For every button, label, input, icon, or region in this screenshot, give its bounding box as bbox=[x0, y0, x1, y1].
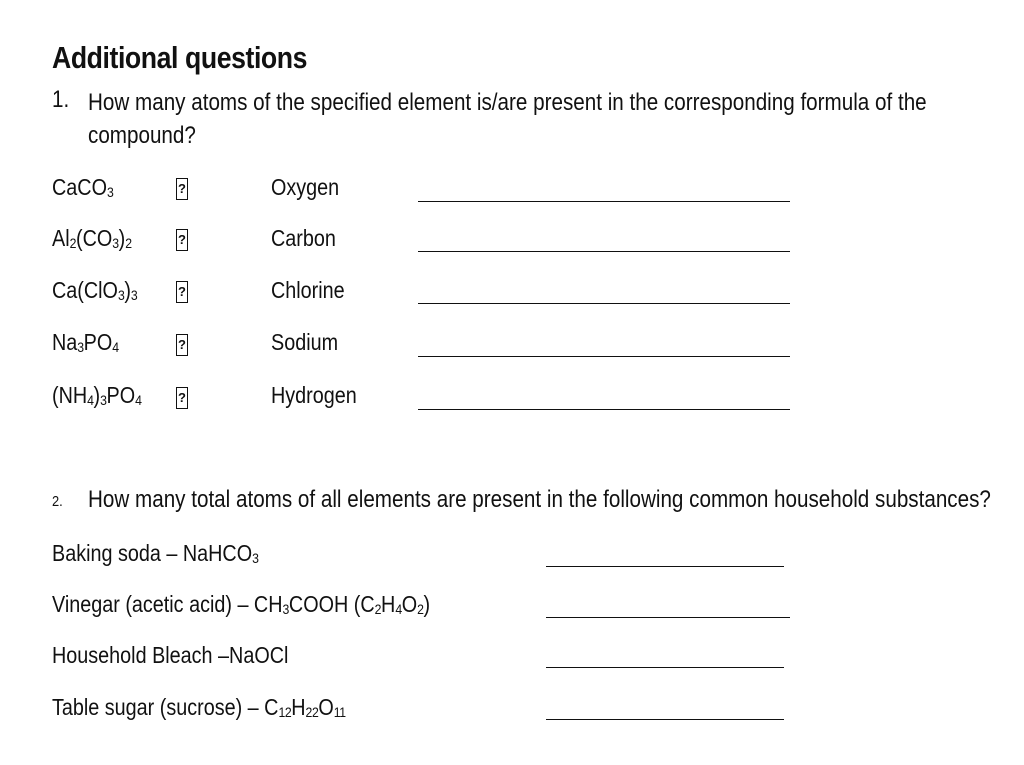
formula-al2co32: $Al_2(CO_3)_2$ bbox=[52, 225, 132, 252]
substance-table-sugar: Table sugar (sucrose) – $C_{12}H_{22}O_{11}$ bbox=[52, 694, 346, 721]
element-label: Carbon bbox=[271, 225, 336, 251]
element-label: Chlorine bbox=[271, 277, 345, 303]
question-1-number: 1. bbox=[52, 86, 70, 113]
question-2-number: 2. bbox=[52, 493, 63, 510]
page-title: Additional questions bbox=[52, 40, 308, 75]
arrow-icon: ? bbox=[176, 385, 188, 409]
formula-na3po4: $Na_3PO_4$ bbox=[52, 329, 119, 356]
arrow-icon: ? bbox=[176, 227, 188, 251]
answer-blank[interactable] bbox=[546, 566, 784, 567]
question-1-text: How many atoms of the specified element is/are present in the corresponding formula of the compound? bbox=[88, 89, 927, 149]
arrow-icon: ? bbox=[176, 176, 188, 200]
answer-blank[interactable] bbox=[418, 201, 790, 202]
element-label: Hydrogen bbox=[271, 382, 357, 408]
answer-blank[interactable] bbox=[418, 356, 790, 357]
element-label: Oxygen bbox=[271, 174, 340, 200]
answer-blank[interactable] bbox=[418, 303, 790, 304]
arrow-icon: ? bbox=[176, 279, 188, 303]
formula-caclo33: $Ca(ClO_3)_3$ bbox=[52, 277, 138, 304]
question-2-text: How many total atoms of all elements are present in the following common household substances? bbox=[88, 486, 991, 513]
answer-blank[interactable] bbox=[546, 719, 784, 720]
formula-caco3: CaCO$_3$ bbox=[52, 174, 114, 201]
formula-nh43po4: $(NH_4)_3PO_4$ bbox=[52, 382, 142, 409]
answer-blank[interactable] bbox=[546, 667, 784, 668]
answer-blank[interactable] bbox=[546, 617, 790, 618]
element-label: Sodium bbox=[271, 329, 339, 355]
answer-blank[interactable] bbox=[418, 409, 790, 410]
arrow-icon: ? bbox=[176, 332, 188, 356]
substance-baking-soda: Baking soda – NaHCO$_3$ bbox=[52, 540, 259, 567]
substance-bleach: Household Bleach –NaOCl bbox=[52, 642, 289, 668]
substance-vinegar: Vinegar (acetic acid) – $CH_3COOH$ $(C_2H_4O_2)$ bbox=[52, 591, 431, 618]
answer-blank[interactable] bbox=[418, 251, 790, 252]
